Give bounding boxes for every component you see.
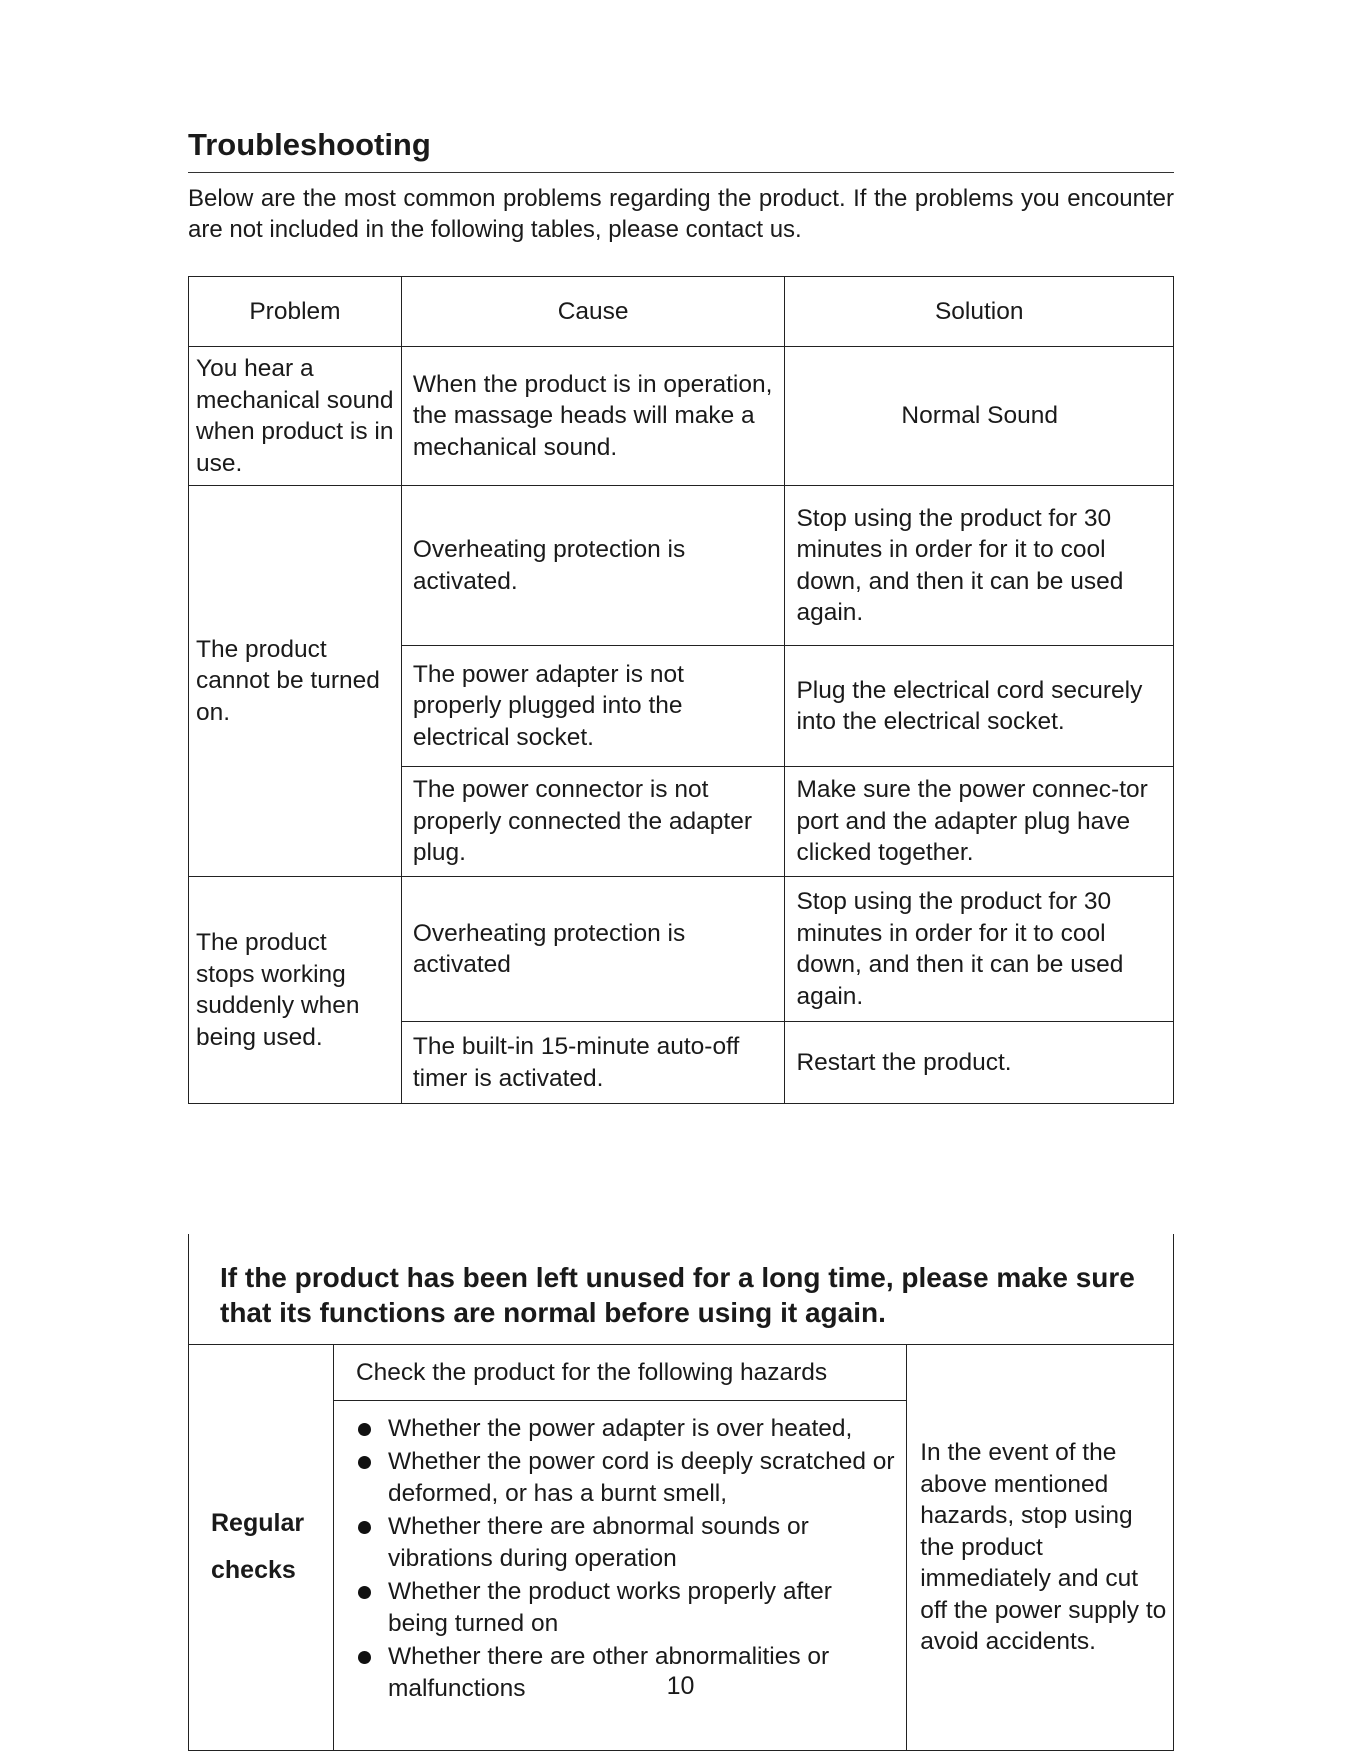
table-row [189, 486, 1174, 646]
page-number: 10 [666, 1672, 695, 1700]
list-item: Whether the power adapter is over heated, [356, 1413, 898, 1446]
header-cause: Cause [401, 277, 785, 347]
header-solution: Solution [785, 277, 1174, 347]
hazards-action-cell: In the event of the above mentioned hazards, stop using the product immediately and cut off the power supply to avoid accidents. [907, 1345, 1174, 1750]
cause-cell: The power adapter is not properly plugged into the electrical socket. [401, 646, 785, 767]
table-header-row [189, 277, 1174, 347]
cause-cell: When the product is in operation, the massage heads will make a mechanical sound. [401, 347, 785, 486]
list-item: Whether there are abnormal sounds or vibrations during operation [356, 1511, 898, 1576]
solution-cell: Stop using the product for 30 minutes in order for it to cool down, and then it can be used again. [785, 486, 1174, 646]
title-divider [188, 172, 1174, 173]
cause-cell: The built-in 15-minute auto-off timer is activated. [401, 1022, 785, 1104]
cause-cell: The power connector is not properly connected the adapter plug. [401, 767, 785, 877]
troubleshooting-table [188, 276, 1174, 1104]
list-item: Whether the product works properly after being turned on [356, 1576, 898, 1641]
problem-cell: The product stops working suddenly when being used. [189, 877, 402, 1104]
cause-cell: Overheating protection is activated. [401, 486, 785, 646]
solution-cell: Plug the electrical cord securely into the electrical socket. [785, 646, 1174, 767]
hazards-header: Check the product for the following hazards [334, 1345, 906, 1401]
table-row [189, 347, 1174, 486]
solution-cell: Stop using the product for 30 minutes in order for it to cool down, and then it can be used again. [785, 877, 1174, 1022]
unused-product-notice: If the product has been left unused for a long time, please make sure that its functions are normal before using it again. [188, 1234, 1174, 1345]
cause-cell: Overheating protection is activated [401, 877, 785, 1022]
header-problem: Problem [189, 277, 402, 347]
solution-cell: Make sure the power connec-tor port and the adapter plug have clicked together. [785, 767, 1174, 877]
problem-cell: The product cannot be turned on. [189, 486, 402, 877]
page-title: Troubleshooting [188, 127, 431, 162]
hazards-list [334, 1401, 906, 1712]
list-item: Whether the power cord is deeply scratched or deformed, or has a burnt smell, [356, 1446, 898, 1511]
list-item: Whether there are other abnormalities or malfunctions [356, 1641, 898, 1706]
regular-checks-label: Regular checks [189, 1345, 334, 1750]
solution-cell: Restart the product. [785, 1022, 1174, 1104]
intro-text: Below are the most common problems regarding the product. If the problems you encounter are not included in the following tables, please contact us. [188, 185, 1174, 243]
problem-cell: You hear a mechanical sound when product is in use. [189, 347, 402, 486]
table-row [189, 877, 1174, 1022]
solution-cell: Normal Sound [785, 347, 1174, 486]
